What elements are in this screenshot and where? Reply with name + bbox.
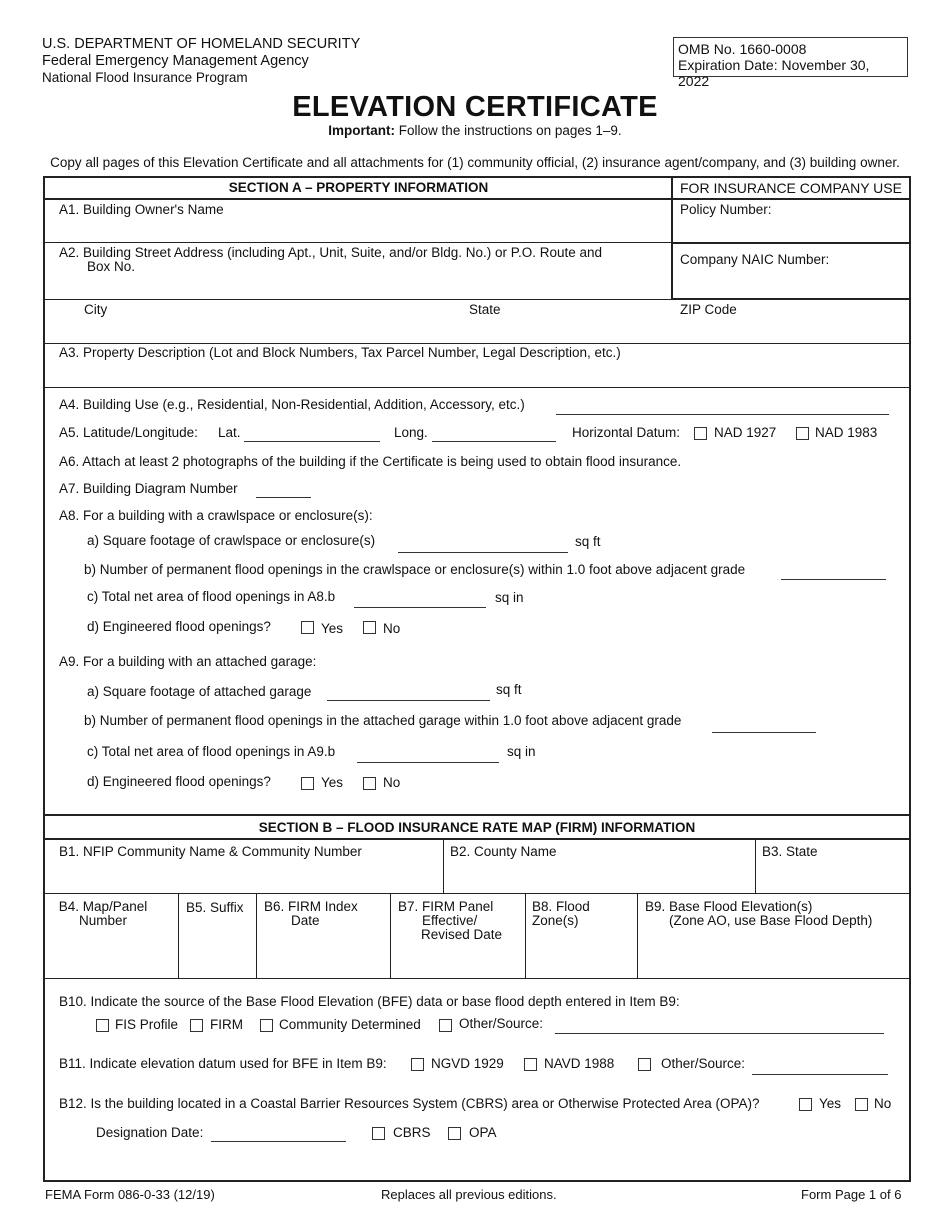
a8d-label: d) Engineered flood openings? xyxy=(87,619,271,634)
insurance-use-heading: FOR INSURANCE COMPANY USE xyxy=(680,180,902,196)
a8d-yes-checkbox[interactable] xyxy=(301,621,314,634)
a9c-label: c) Total net area of flood openings in A9.b xyxy=(87,744,336,759)
copy-instruction: Copy all pages of this Elevation Certificate and all attachments for (1) community official, (2) insurance agent/company, and (3) building owner. xyxy=(50,155,900,170)
latitude-field[interactable] xyxy=(244,441,380,442)
omb-number: OMB No. 1660-0008 xyxy=(678,41,807,57)
b5-label: B5. Suffix xyxy=(186,900,244,915)
a8d-no-checkbox[interactable] xyxy=(363,621,376,634)
a9b-label: b) Number of permanent flood openings in the attached garage within 1.0 foot above adjacent grade xyxy=(84,713,682,728)
nad1983-label: NAD 1983 xyxy=(815,425,878,440)
a4-field[interactable] xyxy=(556,414,889,415)
cbrs-label: CBRS xyxy=(393,1125,431,1140)
b10-other-checkbox[interactable] xyxy=(439,1019,452,1032)
firm-label: FIRM xyxy=(210,1017,243,1032)
lat-label: Lat. xyxy=(218,425,241,440)
cbrs-checkbox[interactable] xyxy=(372,1127,385,1140)
ngvd-label: NGVD 1929 xyxy=(431,1056,504,1071)
a9d-yes-label: Yes xyxy=(321,775,344,790)
a9d-yes-checkbox[interactable] xyxy=(301,777,314,790)
a9a-label: a) Square footage of attached garage xyxy=(87,684,312,699)
form-number: FEMA Form 086-0-33 (12/19) xyxy=(45,1187,215,1202)
b2-label: B2. County Name xyxy=(450,844,557,859)
replaces-note: Replaces all previous editions. xyxy=(381,1187,557,1202)
fis-profile-checkbox[interactable] xyxy=(96,1019,109,1032)
b12-no-checkbox[interactable] xyxy=(855,1098,868,1111)
a8b-field[interactable] xyxy=(781,579,886,580)
community-determined-label: Community Determined xyxy=(279,1017,421,1032)
fis-profile-label: FIS Profile xyxy=(115,1017,179,1032)
b12-label: B12. Is the building located in a Coastal Barrier Resources System (CBRS) area or Otherwise Protected Area (OPA)? xyxy=(59,1096,760,1111)
community-determined-checkbox[interactable] xyxy=(260,1019,273,1032)
a1-label: A1. Building Owner's Name xyxy=(59,202,224,217)
b11-other-label: Other/Source: xyxy=(661,1056,746,1071)
a9d-no-checkbox[interactable] xyxy=(363,777,376,790)
b10-label: B10. Indicate the source of the Base Flood Elevation (BFE) data or base flood depth entered in Item B9: xyxy=(59,994,680,1009)
policy-number-label: Policy Number: xyxy=(680,202,772,217)
a6-label: A6. Attach at least 2 photographs of the building if the Certificate is being used to obtain flood insurance. xyxy=(59,454,682,469)
page-title: ELEVATION CERTIFICATE xyxy=(292,91,658,123)
a9d-no-label: No xyxy=(383,775,401,790)
a9a-unit: sq ft xyxy=(496,682,522,697)
b11-label: B11. Indicate elevation datum used for BFE in Item B9: xyxy=(59,1056,387,1071)
a8b-label: b) Number of permanent flood openings in the crawlspace or enclosure(s) within 1.0 foot above adjacent grade xyxy=(84,562,746,577)
firm-checkbox[interactable] xyxy=(190,1019,203,1032)
b9-label: B9. Base Flood Elevation(s) (Zone AO, use Base Flood Depth) xyxy=(645,899,873,928)
navd-label: NAVD 1988 xyxy=(544,1056,615,1071)
b7-label: B7. FIRM Panel Effective/ Revised Date xyxy=(398,899,503,942)
important-note: Important: Follow the instructions on pages 1–9. xyxy=(328,123,622,138)
horizontal-datum-label: Horizontal Datum: xyxy=(572,425,681,440)
a8c-field[interactable] xyxy=(354,607,486,608)
b8-label: B8. Flood Zone(s) xyxy=(532,899,590,928)
b12-no-label: No xyxy=(874,1096,892,1111)
a9b-field[interactable] xyxy=(712,732,816,733)
b4-label: B4. Map/Panel Number xyxy=(58,899,148,928)
section-b-heading: SECTION B – FLOOD INSURANCE RATE MAP (FIRM) INFORMATION xyxy=(258,820,696,835)
a8d-no-label: No xyxy=(383,621,401,636)
b10-other-field[interactable] xyxy=(555,1033,884,1034)
a8c-label: c) Total net area of flood openings in A8.b xyxy=(87,589,336,604)
page-number: Form Page 1 of 6 xyxy=(801,1187,902,1202)
designation-date-label: Designation Date: xyxy=(96,1125,204,1140)
b3-label: B3. State xyxy=(762,844,818,859)
b12-yes-label: Yes xyxy=(819,1096,842,1111)
b1-label: B1. NFIP Community Name & Community Number xyxy=(59,844,362,859)
expiration-date: Expiration Date: November 30, 2022 xyxy=(678,57,870,89)
long-label: Long. xyxy=(394,425,428,440)
a8a-label: a) Square footage of crawlspace or enclosure(s) xyxy=(87,533,376,548)
longitude-field[interactable] xyxy=(432,441,556,442)
naic-label: Company NAIC Number: xyxy=(680,252,830,267)
agency-name: U.S. DEPARTMENT OF HOMELAND SECURITY xyxy=(42,36,361,52)
diagram-number-field[interactable] xyxy=(256,497,311,498)
a8d-yes-label: Yes xyxy=(321,621,344,636)
ngvd-checkbox[interactable] xyxy=(411,1058,424,1071)
b10-other-label: Other/Source: xyxy=(459,1016,544,1031)
program-name: National Flood Insurance Program xyxy=(42,70,248,85)
a9c-unit: sq in xyxy=(507,744,536,759)
a5-label: A5. Latitude/Longitude: xyxy=(59,425,198,440)
b12-yes-checkbox[interactable] xyxy=(799,1098,812,1111)
navd-checkbox[interactable] xyxy=(524,1058,537,1071)
opa-checkbox[interactable] xyxy=(448,1127,461,1140)
a3-label: A3. Property Description (Lot and Block Numbers, Tax Parcel Number, Legal Description, etc.) xyxy=(59,345,621,360)
nad1927-checkbox[interactable] xyxy=(694,427,707,440)
designation-date-field[interactable] xyxy=(211,1141,346,1142)
a9a-field[interactable] xyxy=(327,700,490,701)
a2-label: A2. Building Street Address (including Apt., Unit, Suite, and/or Bldg. No.) or P.O. Route and xyxy=(59,245,603,260)
a9d-label: d) Engineered flood openings? xyxy=(87,774,271,789)
a2-label-cont: Box No. xyxy=(87,259,136,274)
nad1927-label: NAD 1927 xyxy=(714,425,777,440)
nad1983-checkbox[interactable] xyxy=(796,427,809,440)
a8a-field[interactable] xyxy=(398,552,568,553)
a9-label: A9. For a building with an attached garage: xyxy=(59,654,317,669)
b6-label: B6. FIRM Index Date xyxy=(264,899,358,928)
b11-other-field[interactable] xyxy=(752,1074,888,1075)
b11-other-checkbox[interactable] xyxy=(638,1058,651,1071)
agency-subname: Federal Emergency Management Agency xyxy=(42,53,309,69)
section-a-heading: SECTION A – PROPERTY INFORMATION xyxy=(228,180,489,195)
state-label: State xyxy=(469,302,501,317)
zip-label: ZIP Code xyxy=(680,302,737,317)
opa-label: OPA xyxy=(469,1125,497,1140)
a9c-field[interactable] xyxy=(357,762,499,763)
a4-label: A4. Building Use (e.g., Residential, Non-Residential, Addition, Accessory, etc.) xyxy=(59,397,525,412)
a8a-unit: sq ft xyxy=(575,534,601,549)
omb-box xyxy=(673,37,908,89)
city-label: City xyxy=(84,302,108,317)
a8-label: A8. For a building with a crawlspace or enclosure(s): xyxy=(59,508,373,523)
a7-label: A7. Building Diagram Number xyxy=(59,481,238,496)
a8c-unit: sq in xyxy=(495,590,524,605)
